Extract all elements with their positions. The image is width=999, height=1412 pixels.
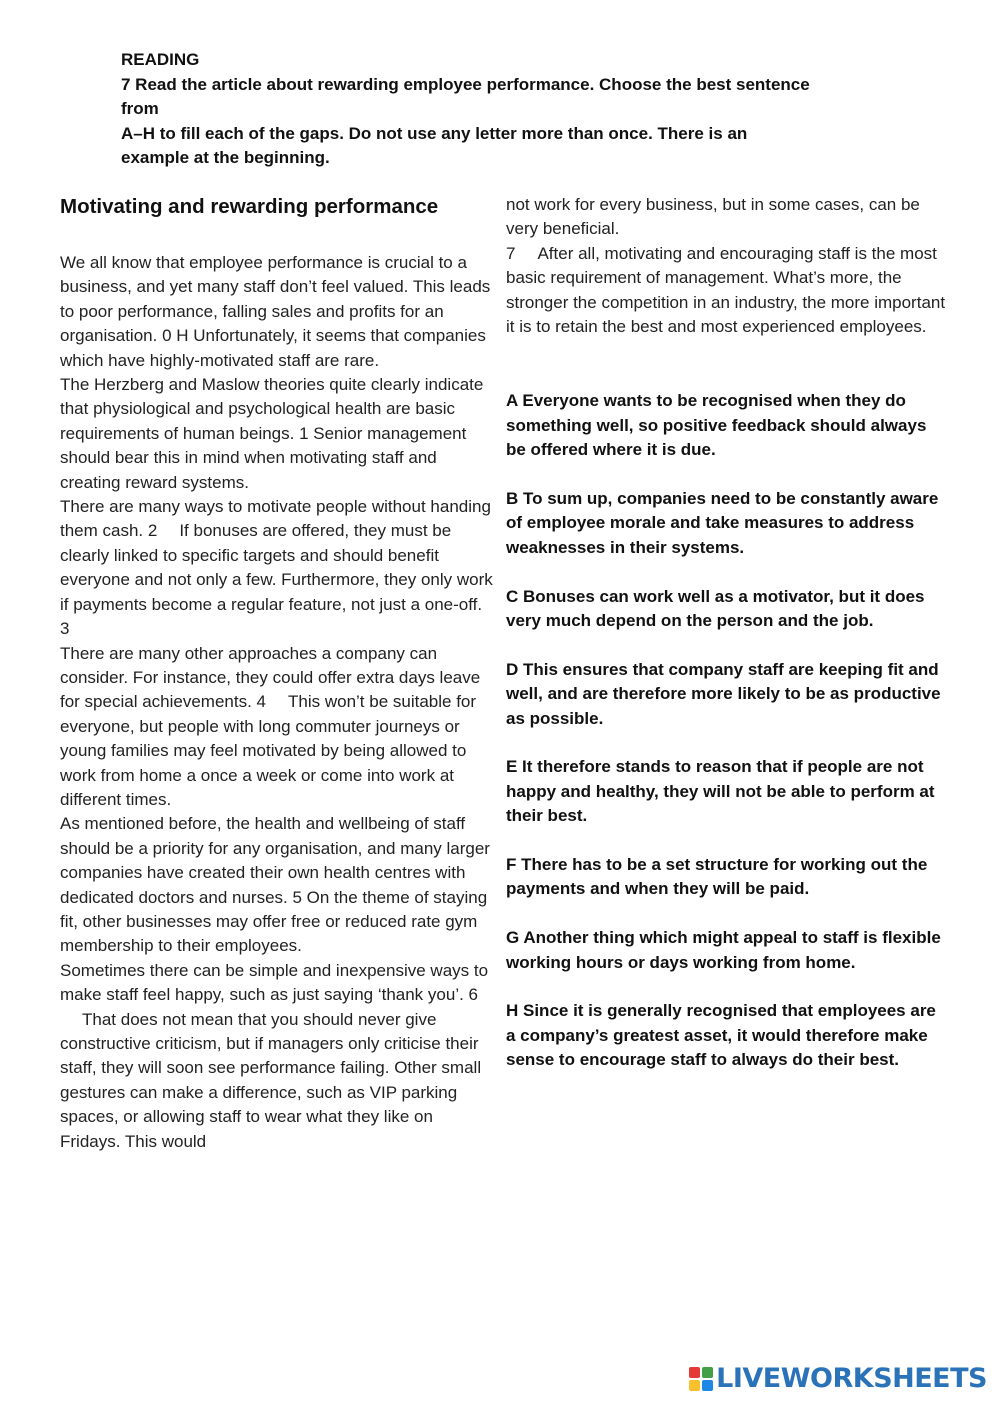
logo-square-yellow [689, 1380, 700, 1391]
option-f: F There has to be a set structure for working out the payments and when they will be paid. [506, 855, 928, 899]
article-paragraph-intro: We all know that employee performance is crucial to a business, and yet many staff don’t feel valued. This leads to poor performance, falling sales and profits for an organisation. 0 H Unfortunately, it seems that companies which have highly-motivated staff are rare. [60, 253, 491, 370]
article-paragraph-4-rest: This won’t be suitable for everyone, but people with long commuter journeys or young families may feel motivated by being allowed to work from home a once a week or come into work at different times. [60, 692, 477, 809]
option-b: B To sum up, companies need to be constantly aware of employee morale and take measures to address weaknesses in their systems. [506, 489, 939, 557]
gap-6-text: Sometimes there can be simple and inexpensive ways to make staff feel happy, such as just saying ‘thank you’. 6 [60, 960, 489, 1005]
article-paragraph-4 [60, 642, 496, 813]
option-a: A Everyone wants to be recognised when they do something well, so positive feedback should always be offered where it is due. [506, 391, 927, 460]
answer-options [506, 389, 946, 1072]
logo-icon [689, 1367, 713, 1391]
option-c: C Bonuses can work well as a motivator, but it does very much depend on the person and the job. [506, 586, 925, 631]
option-e: E It therefore stands to reason that if people are not happy and healthy, they will not be able to perform at their best. [506, 757, 935, 826]
article-column-right [506, 193, 946, 1097]
instruction-line-1: 7 Read the article about rewarding employee performance. Choose the best sentence [121, 74, 810, 94]
article-continuation [506, 193, 946, 339]
option-g: G Another thing which might appeal to staff is flexible working hours or days working from home. [506, 928, 941, 972]
option-d: D This ensures that company staff are keeping fit and well, and are therefore more likely to be as productive as possible. [506, 659, 941, 728]
article-paragraph-2: The Herzberg and Maslow theories quite clearly indicate that physiological and psychological health are basic requirements of human beings. 1 Senior management should bear this in mind when motivating staff and creating reward systems. [60, 375, 484, 492]
article-paragraph-7 [506, 242, 946, 340]
article-column-left [60, 193, 496, 1154]
logo-square-red [689, 1367, 700, 1378]
article-paragraph-7-rest: After all, motivating and encouraging staff is the most basic requirement of management. What’s more, the stronger the competition in an industry, the more important it is to retain the best and most experienced employees. [506, 243, 946, 337]
article-body [60, 251, 496, 1154]
instruction-line-4: example at the beginning. [121, 148, 330, 167]
logo-text: LIVEWORKSHEETS [716, 1363, 987, 1394]
article-paragraph-6-rest: That does not mean that you should never give constructive criticism, but if managers only criticise their staff, they will soon see performance failing. Other small gestures can make a difference, such as VIP parking spaces, or allowing staff to wear what they like on Fridays. This would [60, 1009, 482, 1151]
gap-2-text: There are many ways to motivate people without handing them cash. 2 [60, 497, 491, 541]
gap-4-text: There are many other approaches a company can consider. For instance, they could offer extra days leave for special achievements. 4 [60, 643, 481, 712]
section-heading: READING [121, 50, 200, 69]
gap-7-text: 7 [506, 243, 516, 263]
article-paragraph-6-end: not work for every business, but in some cases, can be very beneficial. [506, 195, 920, 239]
logo-square-green [702, 1367, 713, 1378]
article-paragraph-5: As mentioned before, the health and wellbeing of staff should be a priority for any organisation, and many larger companies have created their own health centres with dedicated doctors and nurses. 5 On the theme of staying fit, other businesses may offer free or reduced rate gym membership to their employees. [60, 814, 490, 956]
instruction-line-3: A–H to fill each of the gaps. Do not use any letter more than once. There is an [121, 123, 748, 143]
article-paragraph-3 [60, 495, 496, 641]
article-paragraph-3-rest: If bonuses are offered, they must be clearly linked to specific targets and should benefit everyone and not only a few. Furthermore, they only work if payments become a regular feature, not just a one-off. 3 [60, 521, 493, 639]
instructions [121, 48, 881, 171]
logo-square-blue [702, 1380, 713, 1391]
instruction-line-2: from [121, 99, 159, 118]
article-paragraph-6 [60, 959, 496, 1154]
liveworksheets-logo [689, 1363, 987, 1394]
article-title: Motivating and rewarding performance [60, 195, 439, 218]
option-h: H Since it is generally recognised that employees are a company’s greatest asset, it would therefore make sense to encourage staff to always do their best. [506, 1001, 936, 1070]
